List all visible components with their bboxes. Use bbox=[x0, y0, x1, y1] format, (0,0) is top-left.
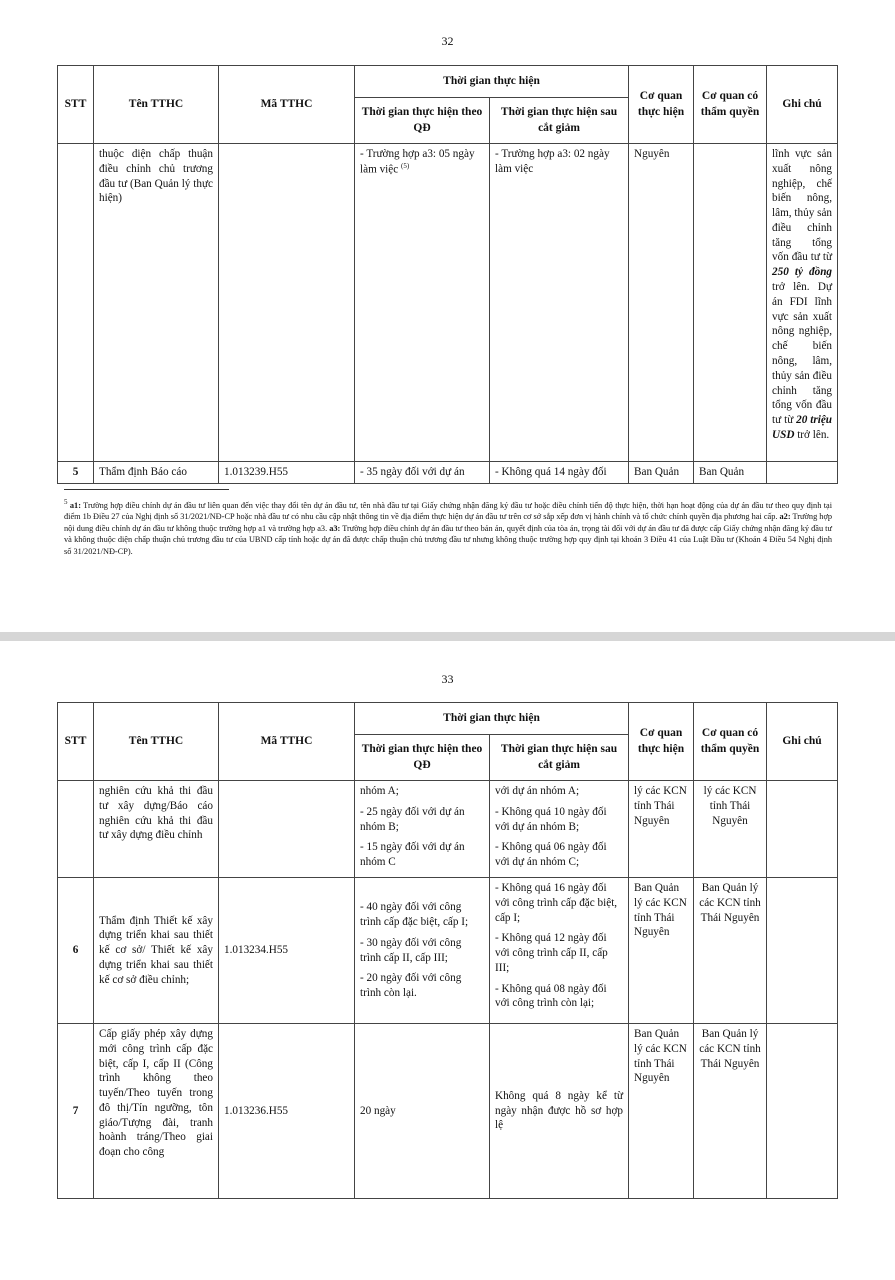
cell-ghi-chu bbox=[767, 1024, 838, 1199]
cell-co-quan-thuc-hien: Ban Quản lý các KCN tỉnh Thái Nguyên bbox=[629, 1024, 694, 1199]
note-text-1: lĩnh vực sản xuất nông nghiệp, chế biến nông, lâm, thủy sản điều chỉnh tăng tổng vốn đầu tư từ bbox=[772, 148, 833, 264]
header-row bbox=[58, 66, 838, 98]
header-sau-cat-giam: Thời gian thực hiện sau cắt giảm bbox=[490, 735, 629, 781]
header-co-quan-thuc-hien: Cơ quan thực hiện bbox=[629, 703, 694, 781]
header-co-quan-tham-quyen: Cơ quan có thẩm quyền bbox=[694, 703, 767, 781]
sau-cat-giam-item: - Không quá 16 ngày đối với công trình cấp đặc biệt, cấp I; bbox=[495, 882, 618, 924]
header-row bbox=[58, 703, 838, 735]
cell-theo-qd: 20 ngày bbox=[355, 1024, 490, 1199]
footnote-divider bbox=[64, 489, 229, 490]
cell-ten-tthc: Cấp giấy phép xây dựng mới công trình cấp đặc biệt, cấp I, cấp II (Công trình không theo tuyến/Theo tuyến trong đô thị/Tín ngưỡng, tôn giáo/Tượng đài, tranh hoành tráng/Theo giai đoạn cho công bbox=[94, 1024, 219, 1199]
cell-theo-qd bbox=[355, 878, 490, 1024]
document-page-32 bbox=[0, 0, 895, 632]
cell-ghi-chu bbox=[767, 878, 838, 1024]
header-ma-tthc: Mã TTHC bbox=[219, 703, 355, 781]
cell-ten-tthc: Thẩm định Báo cáo bbox=[94, 462, 219, 484]
theo-qd-item: - 30 ngày đối với công trình cấp II, cấp III; bbox=[360, 936, 462, 964]
cell-stt bbox=[58, 781, 94, 878]
cell-ghi-chu bbox=[767, 144, 838, 462]
cell-theo-qd bbox=[355, 144, 490, 462]
footnote-a1-label: a1: bbox=[69, 500, 81, 510]
sau-cat-giam-item: - Không quá 08 ngày đối với công trình còn lại; bbox=[495, 982, 607, 1010]
table-row bbox=[58, 878, 838, 1024]
cell-ten-tthc: nghiên cứu khả thi đầu tư xây dựng/Báo cáo nghiên cứu khả thi đầu tư xây dựng điều chỉnh bbox=[94, 781, 219, 878]
cell-theo-qd: - 35 ngày đối với dự án bbox=[355, 462, 490, 484]
note-amount-2: 20 triệu USD bbox=[772, 414, 833, 441]
cell-stt bbox=[58, 144, 94, 462]
footnote-number: 5 bbox=[64, 498, 68, 506]
header-co-quan-thuc-hien: Cơ quan thực hiện bbox=[629, 66, 694, 144]
theo-qd-item: - 20 ngày đối với công trình còn lại. bbox=[360, 972, 462, 1000]
footnote-a1-text: Trường hợp điều chỉnh dự án đầu tư liên quan đến việc thay đổi tên dự án đầu tư, tên nhà đầu tư tại Giấy chứng nhận đăng ký đầu tư hoặc điều chỉnh tiến độ thực hiện, thời hạn hoạt động của dự án đầu tư theo quy định tại điểm 1b Điều 27 của Nghị định số 31/2021/NĐ-CP hoặc nhà đầu tư có nhu cầu cập nhật thông tin về địa điểm thực hiện dự án đầu tư trên cơ sở sắp xếp đơn vị hành chính và tổ chức chính quyền địa phương hai cấp. bbox=[64, 500, 833, 522]
theo-qd-item: - 15 ngày đối với dự án nhóm C bbox=[360, 841, 465, 869]
cell-co-quan-thuc-hien: Ban Quản lý các KCN tỉnh Thái Nguyên bbox=[629, 878, 694, 1024]
theo-qd-item: - 40 ngày đối với công trình cấp đặc biệt, cấp I; bbox=[360, 901, 469, 928]
header-thoi-gian: Thời gian thực hiện bbox=[355, 66, 629, 98]
header-ghi-chu: Ghi chú bbox=[767, 703, 838, 781]
cell-co-quan-tham-quyen: Ban Quản bbox=[694, 462, 767, 484]
cell-stt: 5 bbox=[58, 462, 94, 484]
cell-ten-tthc: Thẩm định Thiết kế xây dựng triển khai sau thiết kế cơ sở/ Thiết kế xây dựng triển khai sau thiết kế cơ sở điều chỉnh; bbox=[94, 878, 219, 1024]
page-gap bbox=[0, 632, 895, 641]
cell-sau-cat-giam: Không quá 8 ngày kể từ ngày nhận được hồ sơ hợp lệ bbox=[490, 1024, 629, 1199]
footnote-ref: (5) bbox=[401, 161, 410, 170]
procedure-table bbox=[57, 702, 838, 1199]
footnote-a3-text: Trường hợp điều chỉnh dự án đầu tư theo bản án, quyết định của tòa án, trọng tài đối với dự án đầu tư đã được cấp Giấy chứng nhận đăng ký đầu tư và không thuộc diện chấp thuận chủ trương đầu tư của UBND cấp tỉnh hoặc dự án đã được chấp thuận chủ trương đầu tư nhưng không thuộc trường hợp quy định tại khoản 3 Điều 41 của Luật Đầu tư (Khoản 4 Điều 54 Nghị định số 31/2021/NĐ-CP). bbox=[64, 523, 832, 556]
note-text-2: trở lên. Dự án FDI lĩnh vực sản xuất nông nghiệp, chế biến nông, lâm, thủy sản điều chỉnh tăng tổng vốn đầu tư từ bbox=[772, 281, 833, 427]
footnote-a2-label: a2: bbox=[779, 512, 791, 522]
page-number: 32 bbox=[441, 34, 454, 48]
cell-ma-tthc: 1.013234.H55 bbox=[219, 878, 355, 1024]
footnote-a2-text: Trường hợp nội dung điều chỉnh dự án đầu tư không thuộc trường hợp a1 và trường hợp a3. bbox=[64, 512, 832, 533]
header-theo-qd: Thời gian thực hiện theo QĐ bbox=[355, 735, 490, 781]
cell-co-quan-tham-quyen: Ban Quản lý các KCN tỉnh Thái Nguyên bbox=[694, 878, 767, 1024]
cell-ghi-chu bbox=[767, 781, 838, 878]
cell-theo-qd bbox=[355, 781, 490, 878]
cell-sau-cat-giam bbox=[490, 878, 629, 1024]
header-co-quan-tham-quyen: Cơ quan có thẩm quyền bbox=[694, 66, 767, 144]
table-row bbox=[58, 144, 838, 462]
header-ten-tthc: Tên TTHC bbox=[94, 703, 219, 781]
cell-stt: 7 bbox=[58, 1024, 94, 1199]
sau-cat-giam-item: - Không quá 06 ngày đối với dự án nhóm C; bbox=[495, 841, 607, 869]
sau-cat-giam-item: với dự án nhóm A; bbox=[495, 785, 580, 797]
table-row bbox=[58, 781, 838, 878]
page-number: 33 bbox=[441, 672, 454, 686]
cell-sau-cat-giam: - Trường hợp a3: 02 ngày làm việc bbox=[490, 144, 629, 462]
header-ma-tthc: Mã TTHC bbox=[219, 66, 355, 144]
footnote bbox=[64, 489, 832, 557]
header-stt: STT bbox=[58, 703, 94, 781]
procedure-table bbox=[57, 65, 838, 484]
table-row bbox=[58, 462, 838, 484]
cell-ma-tthc: 1.013239.H55 bbox=[219, 462, 355, 484]
table-row bbox=[58, 1024, 838, 1199]
cell-co-quan-tham-quyen: lý các KCN tỉnh Thái Nguyên bbox=[694, 781, 767, 878]
theo-qd-text: - Trường hợp a3: 05 ngày làm việc bbox=[360, 148, 475, 176]
cell-sau-cat-giam: - Không quá 14 ngày đối bbox=[490, 462, 629, 484]
header-theo-qd: Thời gian thực hiện theo QĐ bbox=[355, 98, 490, 144]
sau-cat-giam-item: - Không quá 12 ngày đối với công trình cấp II, cấp III; bbox=[495, 932, 608, 974]
note-text-3: trở lên. bbox=[794, 428, 830, 441]
header-stt: STT bbox=[58, 66, 94, 144]
theo-qd-item: - 25 ngày đối với dự án nhóm B; bbox=[360, 805, 465, 833]
cell-ma-tthc: 1.013236.H55 bbox=[219, 1024, 355, 1199]
document-page-33 bbox=[0, 641, 895, 1280]
cell-co-quan-tham-quyen bbox=[694, 144, 767, 462]
header-sau-cat-giam: Thời gian thực hiện sau cắt giảm bbox=[490, 98, 629, 144]
note-amount-1: 250 tỷ đồng bbox=[772, 266, 833, 279]
cell-co-quan-tham-quyen: Ban Quản lý các KCN tỉnh Thái Nguyên bbox=[694, 1024, 767, 1199]
cell-sau-cat-giam bbox=[490, 781, 629, 878]
cell-co-quan-thuc-hien: Nguyên bbox=[629, 144, 694, 462]
cell-ghi-chu bbox=[767, 462, 838, 484]
footnote-a3-label: a3: bbox=[329, 523, 341, 533]
cell-co-quan-thuc-hien: lý các KCN tỉnh Thái Nguyên bbox=[629, 781, 694, 878]
cell-ten-tthc: thuộc diện chấp thuận điều chỉnh chủ trương đầu tư (Ban Quản lý thực hiện) bbox=[94, 144, 219, 462]
cell-ma-tthc bbox=[219, 144, 355, 462]
cell-stt: 6 bbox=[58, 878, 94, 1024]
cell-ma-tthc bbox=[219, 781, 355, 878]
theo-qd-item: nhóm A; bbox=[360, 785, 399, 797]
header-thoi-gian: Thời gian thực hiện bbox=[355, 703, 629, 735]
header-ghi-chu: Ghi chú bbox=[767, 66, 838, 144]
header-ten-tthc: Tên TTHC bbox=[94, 66, 219, 144]
cell-co-quan-thuc-hien: Ban Quản bbox=[629, 462, 694, 484]
sau-cat-giam-item: - Không quá 10 ngày đối với dự án nhóm B; bbox=[495, 805, 607, 833]
